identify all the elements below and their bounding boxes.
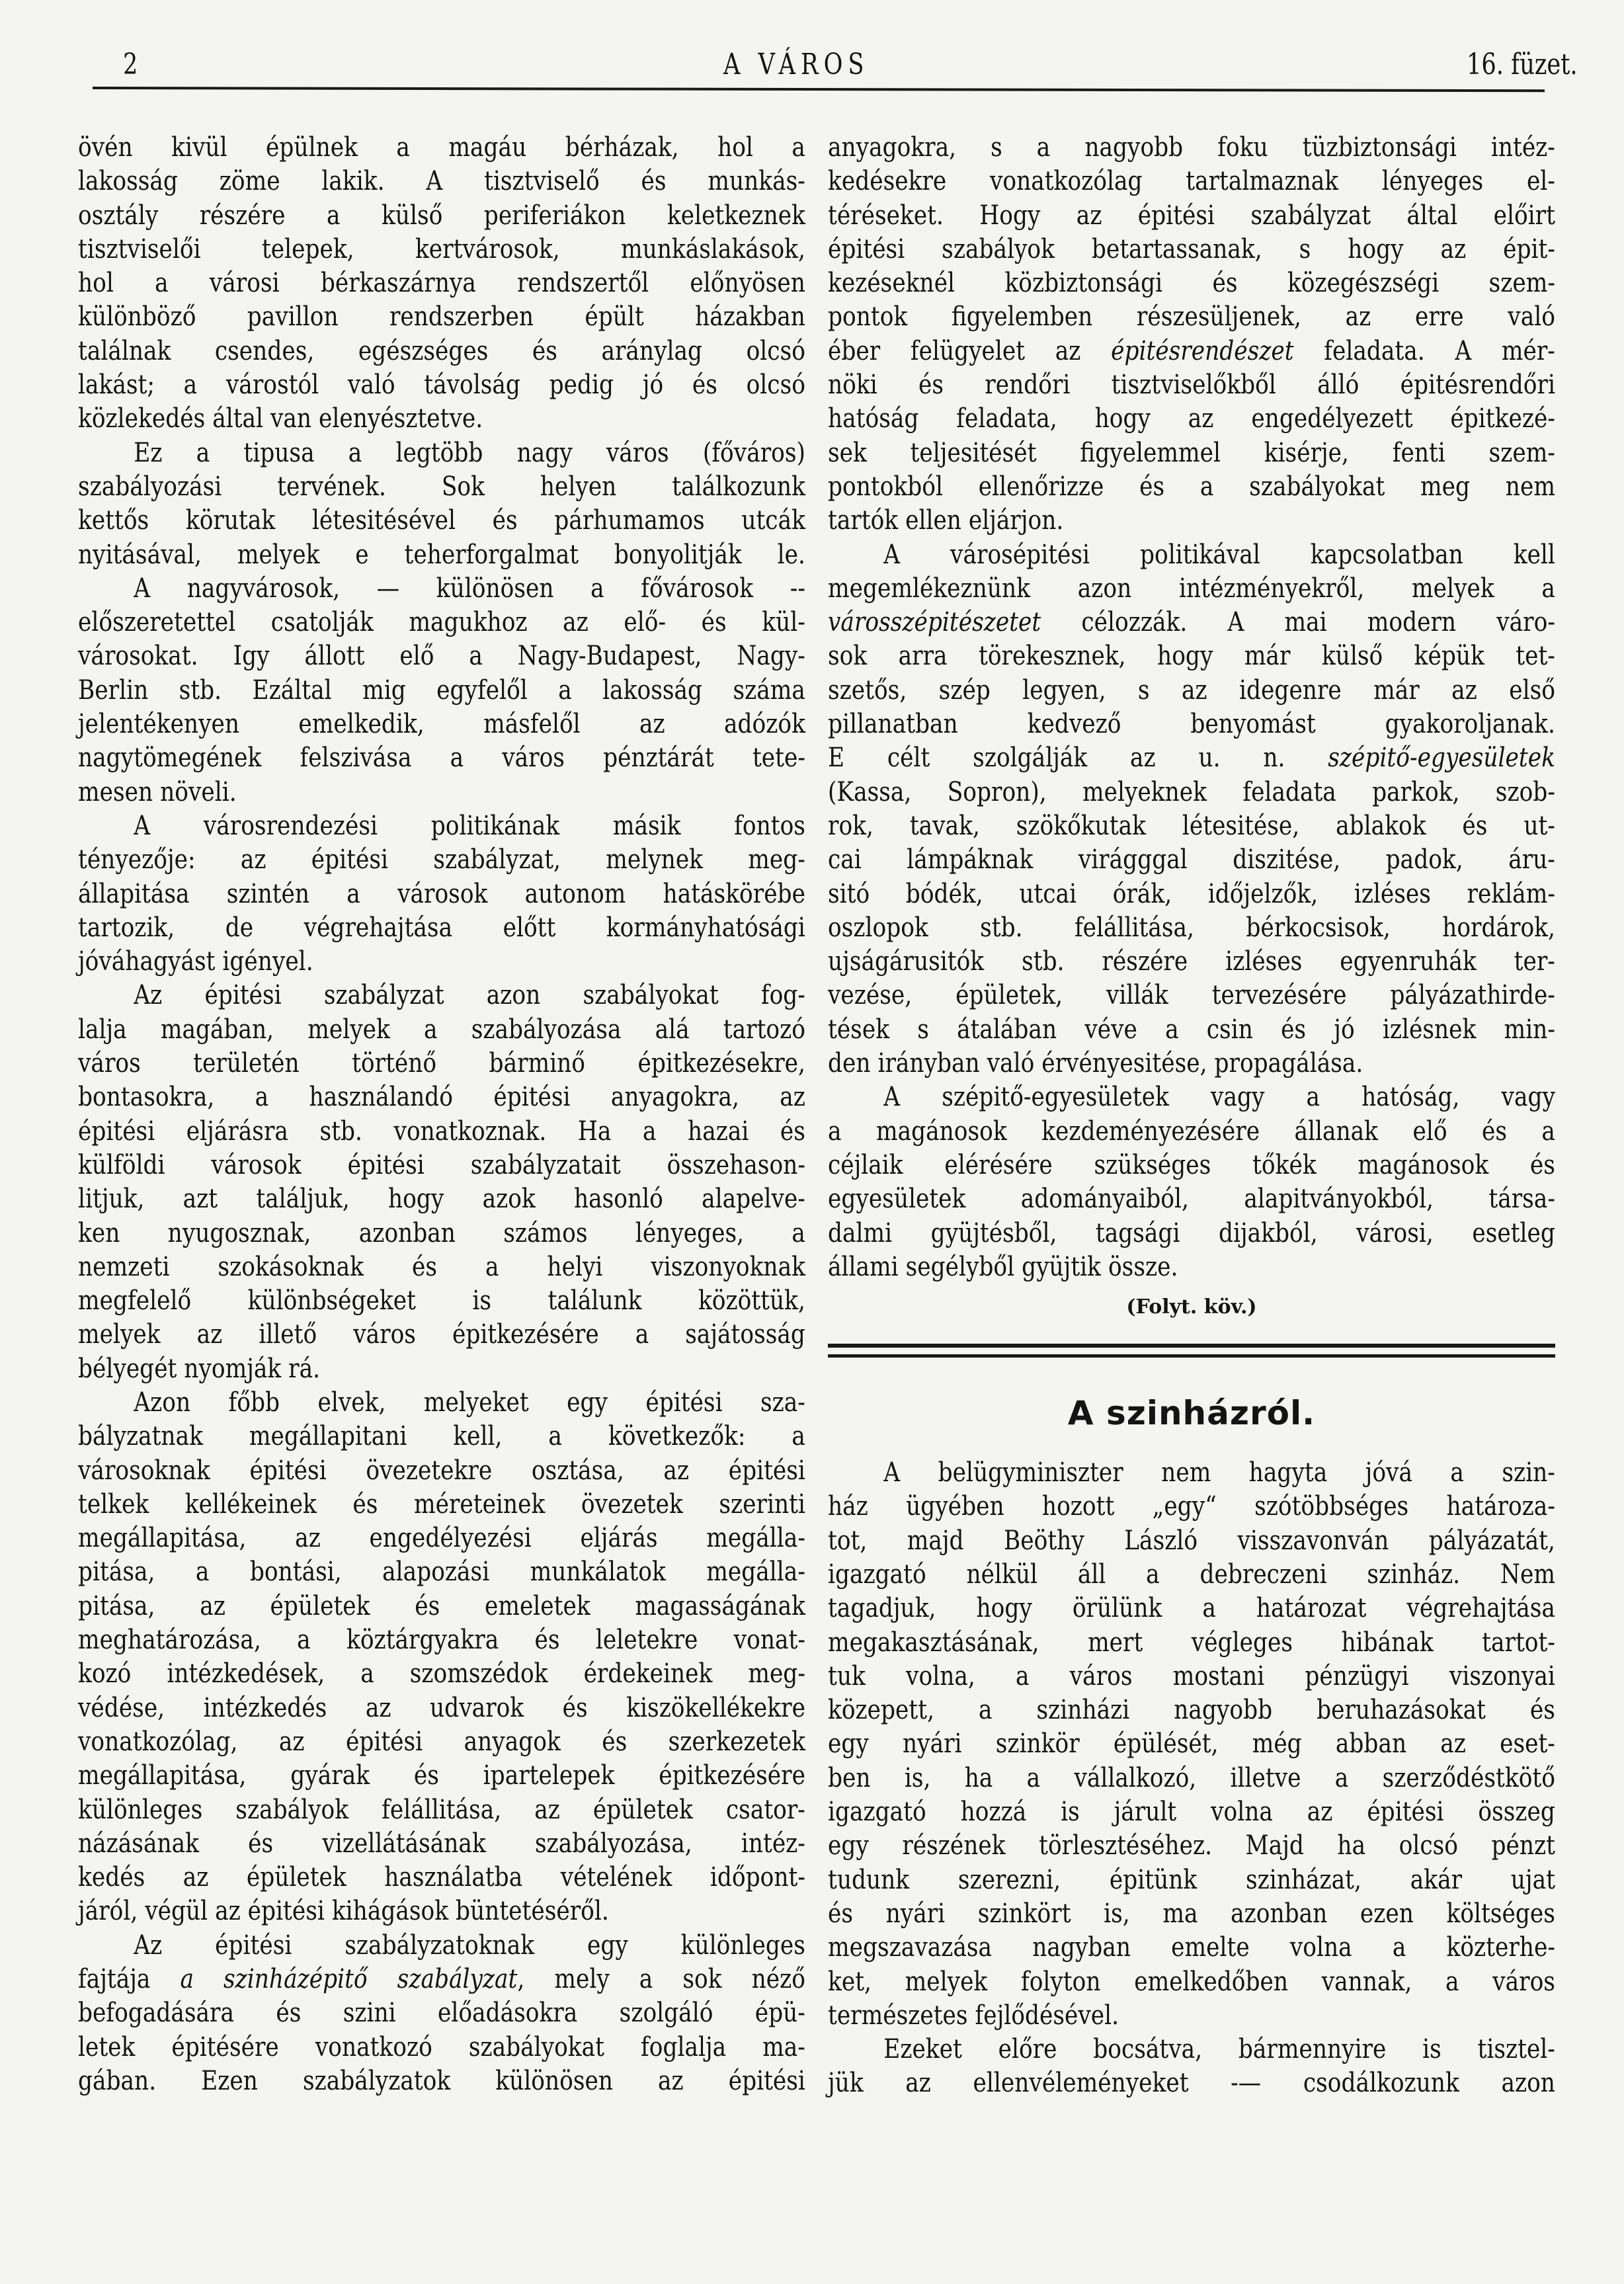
text-line: ken nyugosznak, azonban számos lényeges, a (78, 1217, 805, 1248)
text-line: kozó intézkedések, a szomszédok érdekeinek meg- (78, 1658, 805, 1690)
text-line: pontokból ellenőrizze és a szabályokat meg nem (828, 471, 1555, 502)
text-line: nyitásával, melyek e teherforgalmat bonyolitják le. (78, 539, 805, 570)
paragraph-start: A városépitési politikával kapcsolatban kell (883, 539, 1555, 570)
text-line: megakasztásának, mert végleges hibának tartot- (828, 1627, 1555, 1658)
text-line: telkek kellékeinek és méreteinek övezetek szerinti (78, 1489, 805, 1520)
text-line: a magánosok kezdeményezésére állanak elő és a (828, 1116, 1555, 1147)
text-line: természetes fejlődésével. (828, 2000, 1119, 2031)
paragraph-start: A szépitő-egyesületek vagy a hatóság, vagy (883, 1082, 1555, 1113)
text-line-with-italic: éber felügyelet az épitésrendészet feladata. A mér- (828, 335, 1555, 366)
text-line: hatóság feladata, hogy az engedélyezett épitkezé- (828, 403, 1555, 434)
text-line: tések s átalában véve a csin és jó izlésnek min- (828, 1014, 1555, 1045)
text-line: názásának és vizellátásának szabályozása, intéz- (78, 1828, 805, 1859)
text-line: litjuk, azt találjuk, hogy azok hasonló alapelve- (78, 1184, 805, 1215)
text-line: tagadjuk, hogy örülünk a határozat végrehajtása (828, 1593, 1555, 1624)
text-line: nagytömegének felszivása a város pénztárát tete- (78, 743, 805, 774)
text-line: pillanatban kedvező benyomást gyakoroljanak. (828, 709, 1555, 740)
text-line: Berlin stb. Ezáltal mig egyfelől a lakosság száma (78, 674, 805, 706)
divider-line (828, 1344, 1555, 1348)
text-line: jelentékenyen emelkedik, másfelől az adózók (78, 709, 805, 740)
text-line: egy részének törlesztéséhez. Majd ha olcsó pénzt (828, 1830, 1555, 1861)
text-line: oszlopok stb. felállitása, bérkocsisok, hordárok, (828, 912, 1555, 943)
text-line: jük az ellenvéleményeket -— csodálkozunk azon (828, 2068, 1555, 2099)
paragraph-start: A nagyvárosok, — különösen a fővárosok -- (134, 573, 805, 604)
text-line: nöki és rendőri tisztviselőkből álló épitésrendőri (828, 370, 1555, 401)
paragraph-start: A belügyminiszter nem hagyta jóvá a szin- (883, 1457, 1555, 1489)
text-line: kettős körutak létesitésével és párhumamos utcák (78, 505, 805, 536)
italic-term: épitésrendészet (1111, 335, 1294, 366)
text-line: igazgató hozzá is járult volna az épitési összeg (828, 1797, 1555, 1828)
text-line: tudunk szerezni, épitünk szinházat, akár ujat (828, 1864, 1555, 1895)
text-line: tartók ellen eljárjon. (828, 505, 1064, 536)
right-column (828, 131, 1555, 2101)
page-header (0, 0, 1624, 99)
section-title: A szinházról. (1067, 1394, 1316, 1433)
text-line: meghatározása, a köztárgyakra és leletekre vonat- (78, 1625, 805, 1656)
text-line: céjlaik elérésére szükséges tőkék magánosok és (828, 1149, 1555, 1180)
text-line: bélyegét nyomják rá. (78, 1353, 321, 1384)
text-line: tartozik, de végrehajtása előtt kormányhatósági (78, 912, 805, 943)
text-line: kedés az épületek használatba vételének időpont- (78, 1862, 805, 1893)
text-line: kedésekre vonatkozólag tartalmaznak lényeges el- (828, 166, 1555, 197)
text-line: tuk volna, a város mostani pénzügyi viszonyai (828, 1660, 1555, 1692)
text-line: ben is, ha a vállalkozó, illetve a szerződéstkötő (828, 1762, 1555, 1793)
text-line: ket, melyek folyton emelkedőben vannak, a város (828, 1966, 1555, 1997)
text-line: mesen növeli. (78, 776, 237, 807)
text-line-with-italic: E célt szolgálják az u. n. szépitő-egyesületek (828, 743, 1555, 774)
paragraph-start: Ez a tipusa a legtöbb nagy város (főváros) (134, 437, 805, 468)
text-line: anyagokra, s a nagyobb foku tüzbiztonsági intéz- (828, 132, 1555, 163)
text-line: találnak csendes, egészséges és aránylag olcsó (78, 335, 805, 366)
text-line: szabályozási tervének. Sok helyen találkozunk (78, 471, 805, 502)
text-line: sitó bódék, utcai órák, időjelzők, izléses reklám- (828, 878, 1555, 909)
text-line-with-italic: fajtája a szinházépitő szabályzat, mely a sok néző (78, 1964, 805, 1995)
text-line: közepett, a szinházi nagyobb beruhazásokat és (828, 1695, 1555, 1726)
text-line: hol a városi bérkaszárnya rendszertől előnyösen (78, 268, 805, 299)
italic-term: a szinházépitő szabályzat (180, 1964, 518, 1995)
header-rule (93, 87, 1545, 92)
paragraph-start: A városrendezési politikának másik fontos (134, 810, 805, 841)
text-line: téréseket. Hogy az épitési szabályzat által előirt (828, 200, 1555, 231)
paragraph-start: Az épitési szabályzat azon szabályokat fog- (134, 980, 805, 1011)
text-line: külföldi városok épitési szabályzatait összehason- (78, 1149, 805, 1180)
text-line: lakást; a várostól való távolság pedig jó és olcsó (78, 370, 805, 401)
continuation-note: (Folyt. köv.) (1126, 1295, 1257, 1319)
text-line: ujságárusitók stb. részére izléses egyenruhák ter- (828, 946, 1555, 977)
text-line: jóváhagyást igényel. (78, 946, 313, 977)
text-line: ház ügyében hozott „egy“ szótöbbséges határoza- (828, 1491, 1555, 1522)
text-line-with-italic: városszépitészetet célozzák. A mai modern váro- (828, 607, 1555, 638)
text-line: előszeretettel csatolják magukhoz az elő- és kül- (78, 607, 805, 638)
text-line: tényezője: az épitési szabályzat, melynek meg- (78, 844, 805, 876)
text-line: város területén történő bárminő épitkezésekre, (78, 1048, 805, 1079)
text-line: gában. Ezen szabályzatok különösen az épitési (78, 2065, 805, 2096)
text-line: városoknak épitési övezetekre osztása, az épitési (78, 1455, 805, 1486)
text-line: lakosság zöme lakik. A tisztviselő és munkás- (78, 166, 805, 197)
text-line: közlekedés által van elenyésztetve. (78, 403, 483, 434)
left-column (78, 131, 805, 2098)
publication-title: A VÁROS (723, 48, 870, 81)
text-line: sok arra törekesznek, hogy már külső képük tet- (828, 641, 1555, 672)
text-line: szetős, szép legyen, s az idegenre már az első (828, 674, 1555, 706)
text-line: vezése, épületek, villák tervezésére pályázathirde- (828, 980, 1555, 1011)
text-line: megemlékeznünk azon intézményekről, melyek a (828, 573, 1555, 604)
italic-term: szépitő-egyesületek (1328, 743, 1555, 774)
text-line: nemzeti szokásoknak és a helyi viszonyoknak (78, 1251, 805, 1282)
issue-number: 16. füzet. (1467, 48, 1578, 81)
text-line: melyek az illető város épitkezésére a sajátosság (78, 1319, 805, 1350)
text-line: letek épitésére vonatkozó szabályokat foglalja ma- (78, 2031, 805, 2062)
text-line: megfelelő különbségeket is találunk közöttük, (78, 1285, 805, 1317)
text-line: épitési eljárásra stb. vonatkoznak. Ha a hazai és (78, 1116, 805, 1147)
text-line: pitása, a bontási, alapozási munkálatok megálla- (78, 1557, 805, 1588)
text-line: pitása, az épületek és emeletek magasságának (78, 1590, 805, 1621)
paragraph-start: Azon főbb elvek, melyeket egy épitési sza- (134, 1387, 805, 1418)
text-line: kezéseknél közbiztonsági és közegészségi szem- (828, 268, 1555, 299)
paragraph-start: Ezeket előre bocsátva, bármennyire is tisztel- (883, 2034, 1555, 2065)
text-line: állami segélyből gyüjtik össze. (828, 1251, 1178, 1282)
text-line: védése, intézkedés az udvarok és kiszökellékekre (78, 1692, 805, 1723)
text-line: bályzatnak megállapitani kell, a következők: a (78, 1421, 805, 1452)
text-line: cai lámpáknak virágggal diszitése, padok, áru- (828, 844, 1555, 876)
text-line: megszavazása nagyban emelte volna a közterhe- (828, 1932, 1555, 1963)
text-line: osztály részére a külső periferiákon keletkeznek (78, 200, 805, 231)
text-line: városokat. Igy állott elő a Nagy-Budapest, Nagy- (78, 641, 805, 672)
text-line: megállapitása, az engedélyezési eljárás megálla- (78, 1523, 805, 1554)
text-line: bontasokra, a használandó épitési anyagokra, az (78, 1082, 805, 1113)
paragraph-start: Az épitési szabályzatoknak egy különleges (134, 1930, 805, 1961)
text-line: egyesületek adományaiból, alapitványokból, társa- (828, 1184, 1555, 1215)
text-line: megállapitása, gyárak és ipartelepek épitkezésére (78, 1760, 805, 1791)
text-line: dalmi gyüjtésből, tagsági dijakból, városi, esetleg (828, 1217, 1555, 1248)
text-line: rok, tavak, szökőkutak létesitése, ablakok és ut- (828, 810, 1555, 841)
text-line: pontok figyelemben részesüljenek, az erre való (828, 302, 1555, 333)
italic-term: városszépitészetet (828, 607, 1041, 638)
text-line: állapitása szintén a városok autonom hatáskörébe (78, 878, 805, 909)
divider-line (828, 1354, 1555, 1358)
page-number: 2 (123, 48, 138, 81)
text-line: és nyári szinkört is, ma azonban ezen költséges (828, 1898, 1555, 1929)
text-line: den irányban való érvényesitése, propagálása. (828, 1048, 1363, 1079)
text-line: tisztviselői telepek, kertvárosok, munkáslakások, (78, 233, 805, 265)
text-line: övén kivül épülnek a magáu bérházak, hol a (78, 132, 805, 163)
text-line: járól, végül az épitési kihágások büntetéséről. (78, 1896, 609, 1927)
text-line: sek teljesitését figyelemmel kisérje, fenti szem- (828, 437, 1555, 468)
text-line: befogadására és szini előadásokra szolgáló épü- (78, 1998, 805, 2029)
text-line: (Kassa, Sopron), melyeknek feladata parkok, szob- (828, 776, 1555, 807)
text-line: különböző pavillon rendszerben épült házakban (78, 302, 805, 333)
text-line: vonatkozólag, az épitési anyagok és szerkezetek (78, 1726, 805, 1757)
text-line: lalja magában, melyek a szabályozása alá tartozó (78, 1014, 805, 1045)
section-divider (828, 1330, 1555, 1370)
text-line: igazgató nélkül áll a debreczeni szinház. Nem (828, 1559, 1555, 1590)
text-line: egy nyári szinkör épülését, még abban az eset- (828, 1729, 1555, 1760)
text-line: épitési szabályok betartassanak, s hogy az épit- (828, 233, 1555, 265)
text-line: tot, majd Beöthy László visszavonván pályázatát, (828, 1525, 1555, 1556)
text-line: különleges szabályok felállitása, az épületek csator- (78, 1794, 805, 1825)
